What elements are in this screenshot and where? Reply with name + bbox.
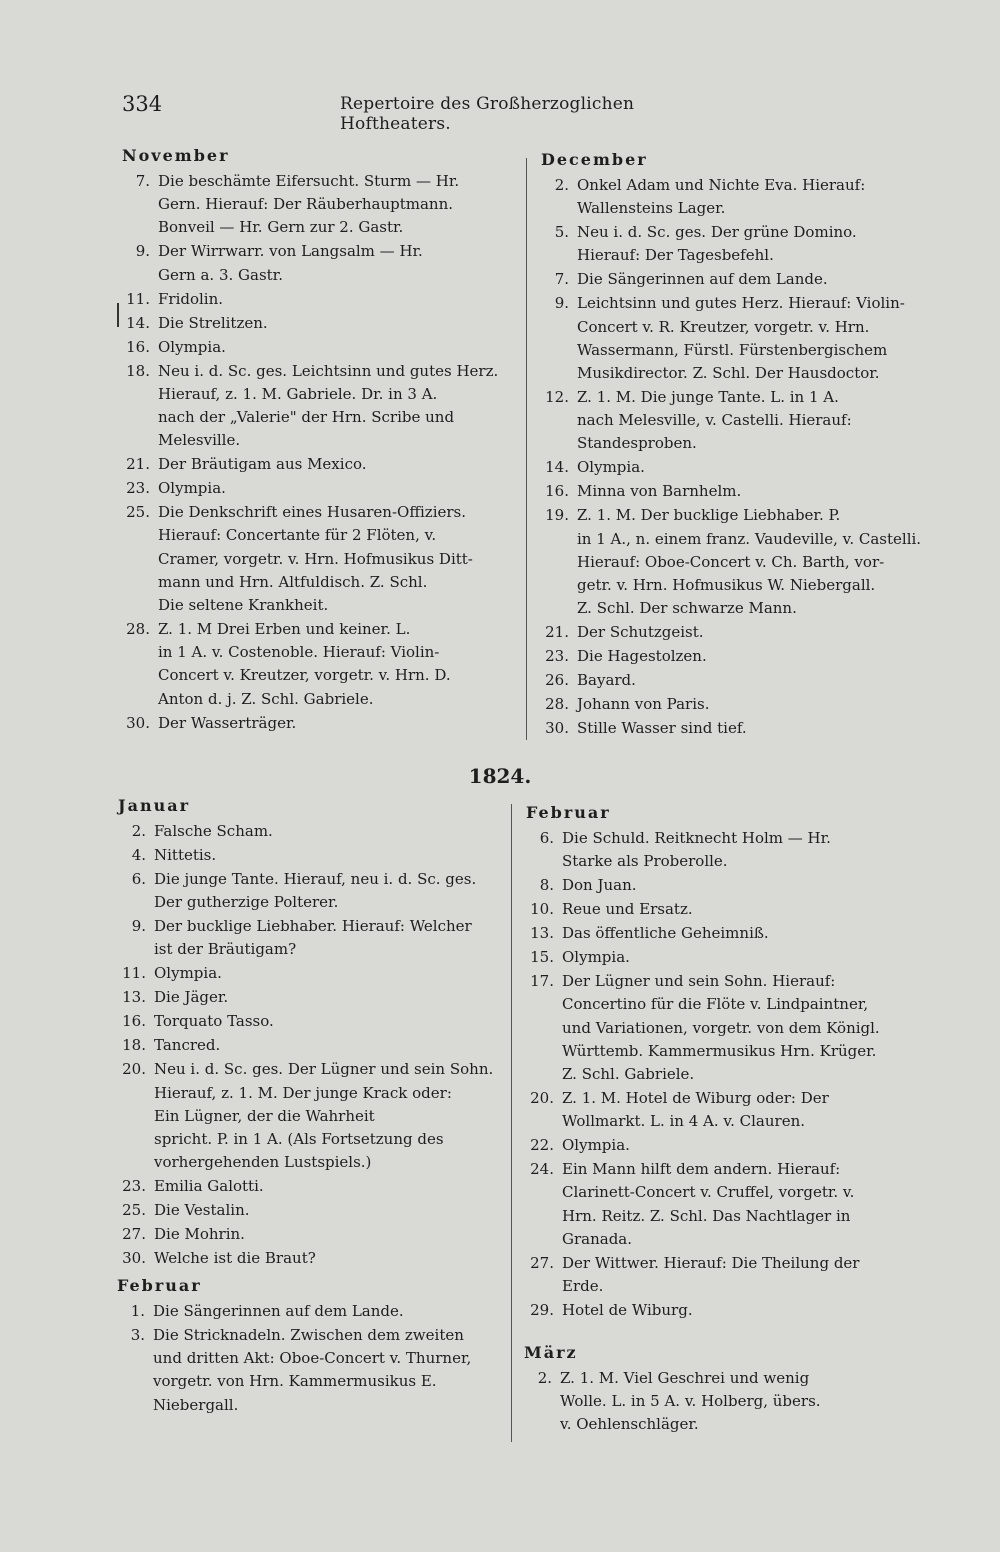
entry-line: Z. 1. M. Die junge Tante. L. in 1 A. <box>577 388 839 406</box>
entry-day: 2. <box>131 822 146 840</box>
entry-line: spricht. P. in 1 A. (Als Fortsetzung des <box>154 1130 444 1148</box>
entry-text <box>158 501 473 617</box>
entry-day: 30. <box>126 713 150 732</box>
entry-text <box>154 1199 250 1222</box>
entry-day: 7. <box>554 270 569 289</box>
entry-line: Fridolin. <box>158 289 224 308</box>
entry-line: Hierauf: Oboe-Concert v. Ch. Barth, vor- <box>577 552 885 571</box>
entry-line: Gern a. 3. Gastr. <box>158 265 283 284</box>
entry-line: Johann von Paris. <box>577 695 710 714</box>
entry-day: 29. <box>530 1301 554 1319</box>
entry-line: Cramer, vorgetr. v. Hrn. Hofmusikus Ditt- <box>158 549 473 568</box>
entry-line: Die Strelitzen. <box>158 313 268 332</box>
entry-text <box>577 221 857 267</box>
entry-text <box>577 386 852 456</box>
entry-text <box>153 1324 471 1417</box>
entry-line: Der Schutzgeist. <box>577 623 704 642</box>
entry-line: Hrn. Reitz. Z. Schl. Das Nachtlager in <box>562 1206 851 1225</box>
entry-line: Württemb. Kammermusikus Hrn. Krüger. <box>562 1041 877 1060</box>
entry-line: Nittetis. <box>154 846 217 864</box>
entry-day: 1. <box>130 1302 145 1320</box>
entry-day: 27. <box>122 1225 146 1244</box>
entry-text <box>158 312 268 335</box>
entry-text <box>154 844 216 867</box>
entry-line: Die Sängerinnen auf dem Lande. <box>577 270 828 289</box>
entry-line: Der Lügner und sein Sohn. Hierauf: <box>562 972 836 991</box>
entry-line: in 1 A., n. einem franz. Vaudeville, v. Castelli. <box>577 529 922 548</box>
entry-day: 23. <box>126 479 150 498</box>
entry-line: Neu i. d. Sc. ges. Der Lügner und sein Sohn. <box>154 1060 494 1079</box>
entry-day: 30. <box>545 719 569 738</box>
entry-text <box>562 1299 693 1322</box>
entry-day: 21. <box>126 455 150 474</box>
entry-line: Der bucklige Liebhaber. Hierauf: Welcher <box>154 917 472 936</box>
entry-line: Gern. Hierauf: Der Räuberhauptmann. <box>158 195 454 214</box>
entry-text <box>154 1058 493 1174</box>
entry-text <box>560 1367 821 1437</box>
entry-line: Concert v. R. Kreutzer, vorgetr. v. Hrn. <box>577 317 870 336</box>
entry-line: nach der „Valerie" der Hrn. Scribe und <box>158 408 455 426</box>
entry-line: Der Wasserträger. <box>158 713 297 732</box>
entry-line: nach Melesville, v. Castelli. Hierauf: <box>577 411 852 430</box>
entry-day: 6. <box>539 829 554 847</box>
month-heading: December <box>541 150 648 169</box>
entry-day: 11. <box>122 964 146 983</box>
entry-line: Standesproben. <box>577 434 697 453</box>
entry-text <box>154 1010 274 1033</box>
entry-text <box>153 1300 404 1323</box>
entry-line: Melesville. <box>158 431 241 450</box>
entry-text <box>154 1034 220 1057</box>
entry-line: Falsche Scham. <box>154 822 273 840</box>
entry-line: Z. 1. M. Der bucklige Liebhaber. P. <box>577 506 841 525</box>
entry-text <box>154 820 273 843</box>
entry-day: 6. <box>131 870 146 888</box>
entry-line: Minna von Barnhelm. <box>577 482 742 501</box>
entry-line: v. Oehlenschläger. <box>560 1415 699 1434</box>
entry-text <box>577 621 704 644</box>
entry-line: Musikdirector. Z. Schl. Der Hausdoctor. <box>577 364 880 382</box>
entry-line: Olympia. <box>562 948 630 967</box>
entry-line: Wolle. L. in 5 A. v. Holberg, übers. <box>560 1392 821 1411</box>
entry-line: Die Schuld. Reitknecht Holm — Hr. <box>562 829 831 847</box>
entry-line: Olympia. <box>158 479 226 498</box>
month-heading: März <box>524 1343 578 1362</box>
entry-line: Leichtsinn und gutes Herz. Hierauf: Violin- <box>577 294 905 313</box>
entry-day: 9. <box>554 294 569 313</box>
entry-text <box>562 1252 859 1298</box>
entry-line: Ein Lügner, der die Wahrheit <box>154 1106 375 1125</box>
entry-text <box>562 946 630 969</box>
entry-line: Olympia. <box>154 964 222 983</box>
entry-line: Die Stricknadeln. Zwischen dem zweiten <box>153 1326 464 1344</box>
entry-line: Emilia Galotti. <box>154 1177 264 1196</box>
entry-day: 22. <box>530 1136 554 1155</box>
entry-day: 16. <box>126 337 150 356</box>
entry-text <box>154 986 228 1009</box>
entry-text <box>154 1247 316 1270</box>
entry-line: Bayard. <box>577 671 636 690</box>
entry-line: Wallensteins Lager. <box>577 199 726 218</box>
entry-line: Das öffentliche Geheimniß. <box>562 924 769 943</box>
entry-text <box>154 1175 264 1198</box>
entry-line: Der gutherzige Polterer. <box>154 893 339 912</box>
entry-day: 23. <box>122 1177 146 1196</box>
entry-day: 13. <box>122 988 146 1007</box>
entry-day: 16. <box>545 482 569 501</box>
entry-day: 21. <box>545 623 569 642</box>
page-number: 334 <box>122 92 163 116</box>
entry-line: Z. Schl. Der schwarze Mann. <box>577 599 797 618</box>
entry-text <box>562 874 637 897</box>
entry-line: Granada. <box>562 1229 633 1248</box>
entry-day: 20. <box>530 1089 554 1107</box>
entry-line: mann und Hrn. Altfuldisch. Z. Schl. <box>158 572 428 591</box>
entry-text <box>577 693 709 716</box>
entry-line: Tancred. <box>154 1036 221 1055</box>
entry-day: 18. <box>122 1036 146 1055</box>
entry-text <box>158 288 223 311</box>
entry-line: Olympia. <box>158 337 226 356</box>
entry-day: 7. <box>135 172 150 190</box>
entry-line: Wassermann, Fürstl. Fürstenbergischem <box>577 340 888 359</box>
entry-line: Concertino für die Flöte v. Lindpaintner, <box>562 995 869 1014</box>
entry-day: 19. <box>545 506 569 525</box>
running-title: Repertoire des Großherzoglichen Hoftheaters. <box>340 94 635 134</box>
entry-line: Concert v. Kreutzer, vorgetr. v. Hrn. D. <box>158 666 451 685</box>
entry-line: Z. Schl. Gabriele. <box>562 1065 695 1083</box>
entry-line: Z. 1. M. Viel Geschrei und wenig <box>560 1369 810 1387</box>
entry-text <box>562 970 880 1086</box>
entry-line: Stille Wasser sind tief. <box>577 719 747 738</box>
entry-text <box>577 292 905 385</box>
entry-text <box>562 1134 630 1157</box>
column-divider-top <box>526 158 527 740</box>
entry-line: Olympia. <box>562 1136 630 1155</box>
entry-day: 5. <box>554 223 569 242</box>
entry-line: Der Wittwer. Hierauf: Die Theilung der <box>562 1253 860 1272</box>
entry-line: und Variationen, vorgetr. von dem Königl. <box>562 1018 880 1037</box>
entry-line: getr. v. Hrn. Hofmusikus W. Niebergall. <box>577 576 876 594</box>
entry-line: Hierauf: Der Tagesbefehl. <box>577 246 774 265</box>
entry-text <box>562 898 693 921</box>
entry-day: 16. <box>122 1012 146 1031</box>
entry-line: Neu i. d. Sc. ges. Der grüne Domino. <box>577 223 857 242</box>
entry-text <box>562 922 769 945</box>
entry-text <box>577 174 865 220</box>
entry-line: Die Jäger. <box>154 988 229 1007</box>
entry-day: 26. <box>545 671 569 690</box>
entry-day: 23. <box>545 647 569 666</box>
entry-line: Z. 1. M Drei Erben und keiner. L. <box>158 620 411 638</box>
entry-line: ist der Bräutigam? <box>154 940 297 959</box>
margin-mark <box>117 303 119 327</box>
entry-day: 25. <box>122 1201 146 1220</box>
entry-line: vorgetr. von Hrn. Kammermusikus E. <box>153 1372 437 1391</box>
entry-line: Neu i. d. Sc. ges. Leichtsinn und gutes Herz. <box>158 361 499 380</box>
column-divider-bottom <box>511 804 512 1442</box>
entry-text <box>154 1223 245 1246</box>
entry-line: Hierauf, z. 1. M. Der junge Krack oder: <box>154 1083 452 1102</box>
month-heading: Januar <box>118 796 190 815</box>
entry-text <box>158 618 451 711</box>
entry-day: 27. <box>530 1253 554 1272</box>
entry-day: 10. <box>530 900 554 919</box>
entry-line: Die beschämte Eifersucht. Sturm — Hr. <box>158 172 460 190</box>
entry-text <box>562 1087 829 1133</box>
entry-text <box>577 268 828 291</box>
entry-day: 28. <box>126 620 150 638</box>
entry-text <box>154 962 222 985</box>
entry-line: Welche ist die Braut? <box>154 1249 316 1268</box>
entry-day: 13. <box>530 924 554 943</box>
entry-line: Die Hagestolzen. <box>577 647 707 666</box>
entry-text <box>158 170 459 240</box>
entry-day: 2. <box>537 1369 552 1387</box>
entry-text <box>577 645 707 668</box>
entry-text <box>577 504 921 620</box>
entry-day: 17. <box>530 972 554 991</box>
entry-text <box>562 1158 854 1251</box>
entry-line: Die Denkschrift eines Husaren-Offiziers. <box>158 503 466 522</box>
entry-text <box>158 453 367 476</box>
entry-text <box>158 360 498 453</box>
entry-line: Der Wirrwarr. von Langsalm — Hr. <box>158 242 423 261</box>
entry-day: 14. <box>545 458 569 477</box>
entry-day: 25. <box>126 503 150 522</box>
entry-day: 12. <box>545 388 569 406</box>
entry-line: Bonveil — Hr. Gern zur 2. Gastr. <box>158 218 404 237</box>
month-heading: Februar <box>117 1276 202 1295</box>
entry-day: 14. <box>126 313 150 332</box>
entry-day: 4. <box>131 846 146 864</box>
entry-line: Die junge Tante. Hierauf, neu i. d. Sc. ges. <box>154 870 477 888</box>
entry-text <box>577 480 741 503</box>
entry-day: 24. <box>530 1160 554 1179</box>
entry-line: Torquato Tasso. <box>154 1012 274 1031</box>
entry-line: Reue und Ersatz. <box>562 900 693 919</box>
entry-line: Die seltene Krankheit. <box>158 596 329 614</box>
entry-line: Die Vestalin. <box>154 1201 250 1220</box>
entry-line: Onkel Adam und Nichte Eva. Hierauf: <box>577 176 866 194</box>
entry-text <box>158 336 226 359</box>
entry-text <box>562 827 831 873</box>
entry-line: Ein Mann hilft dem andern. Hierauf: <box>562 1160 841 1179</box>
entry-text <box>158 712 296 735</box>
entry-line: Hierauf: Concertante für 2 Flöten, v. <box>158 526 437 545</box>
entry-day: 9. <box>131 917 146 936</box>
entry-text <box>577 669 636 692</box>
entry-line: und dritten Akt: Oboe-Concert v. Thurner, <box>153 1349 472 1368</box>
month-heading: November <box>122 146 230 165</box>
entry-day: 8. <box>539 876 554 895</box>
entry-day: 18. <box>126 361 150 380</box>
entry-day: 15. <box>530 948 554 967</box>
entry-line: Niebergall. <box>153 1395 239 1414</box>
entry-line: Wollmarkt. L. in 4 A. v. Clauren. <box>562 1112 806 1131</box>
entry-text <box>158 477 226 500</box>
page-header <box>122 92 722 134</box>
entry-line: Starke als Proberolle. <box>562 852 728 871</box>
entry-day: 9. <box>135 242 150 261</box>
entry-day: 11. <box>126 289 150 308</box>
entry-line: Don Juan. <box>562 876 637 895</box>
entry-day: 3. <box>130 1326 145 1344</box>
entry-line: vorhergehenden Lustspiels.) <box>154 1153 372 1172</box>
entry-line: Clarinett-Concert v. Cruffel, vorgetr. v. <box>562 1183 855 1202</box>
entry-line: in 1 A. v. Costenoble. Hierauf: Violin- <box>158 643 440 662</box>
entry-line: Die Mohrin. <box>154 1225 245 1244</box>
year-heading: 1824. <box>468 764 532 788</box>
entry-line: Der Bräutigam aus Mexico. <box>158 455 367 474</box>
entry-day: 2. <box>554 176 569 194</box>
entry-line: Hierauf, z. 1. M. Gabriele. Dr. in 3 A. <box>158 384 438 403</box>
entry-text <box>154 915 472 961</box>
entry-day: 20. <box>122 1060 146 1079</box>
entry-line: Die Sängerinnen auf dem Lande. <box>153 1302 404 1320</box>
entry-day: 28. <box>545 695 569 714</box>
entry-text <box>154 868 476 914</box>
entry-line: Hotel de Wiburg. <box>562 1301 693 1319</box>
entry-line: Olympia. <box>577 458 645 477</box>
entry-text <box>577 456 645 479</box>
entry-day: 30. <box>122 1249 146 1268</box>
entry-line: Erde. <box>562 1277 604 1295</box>
entry-line: Anton d. j. Z. Schl. Gabriele. <box>158 689 374 708</box>
entry-text <box>577 717 747 740</box>
month-heading: Februar <box>526 803 611 822</box>
entry-line: Z. 1. M. Hotel de Wiburg oder: Der <box>562 1089 829 1107</box>
entry-text <box>158 240 423 286</box>
